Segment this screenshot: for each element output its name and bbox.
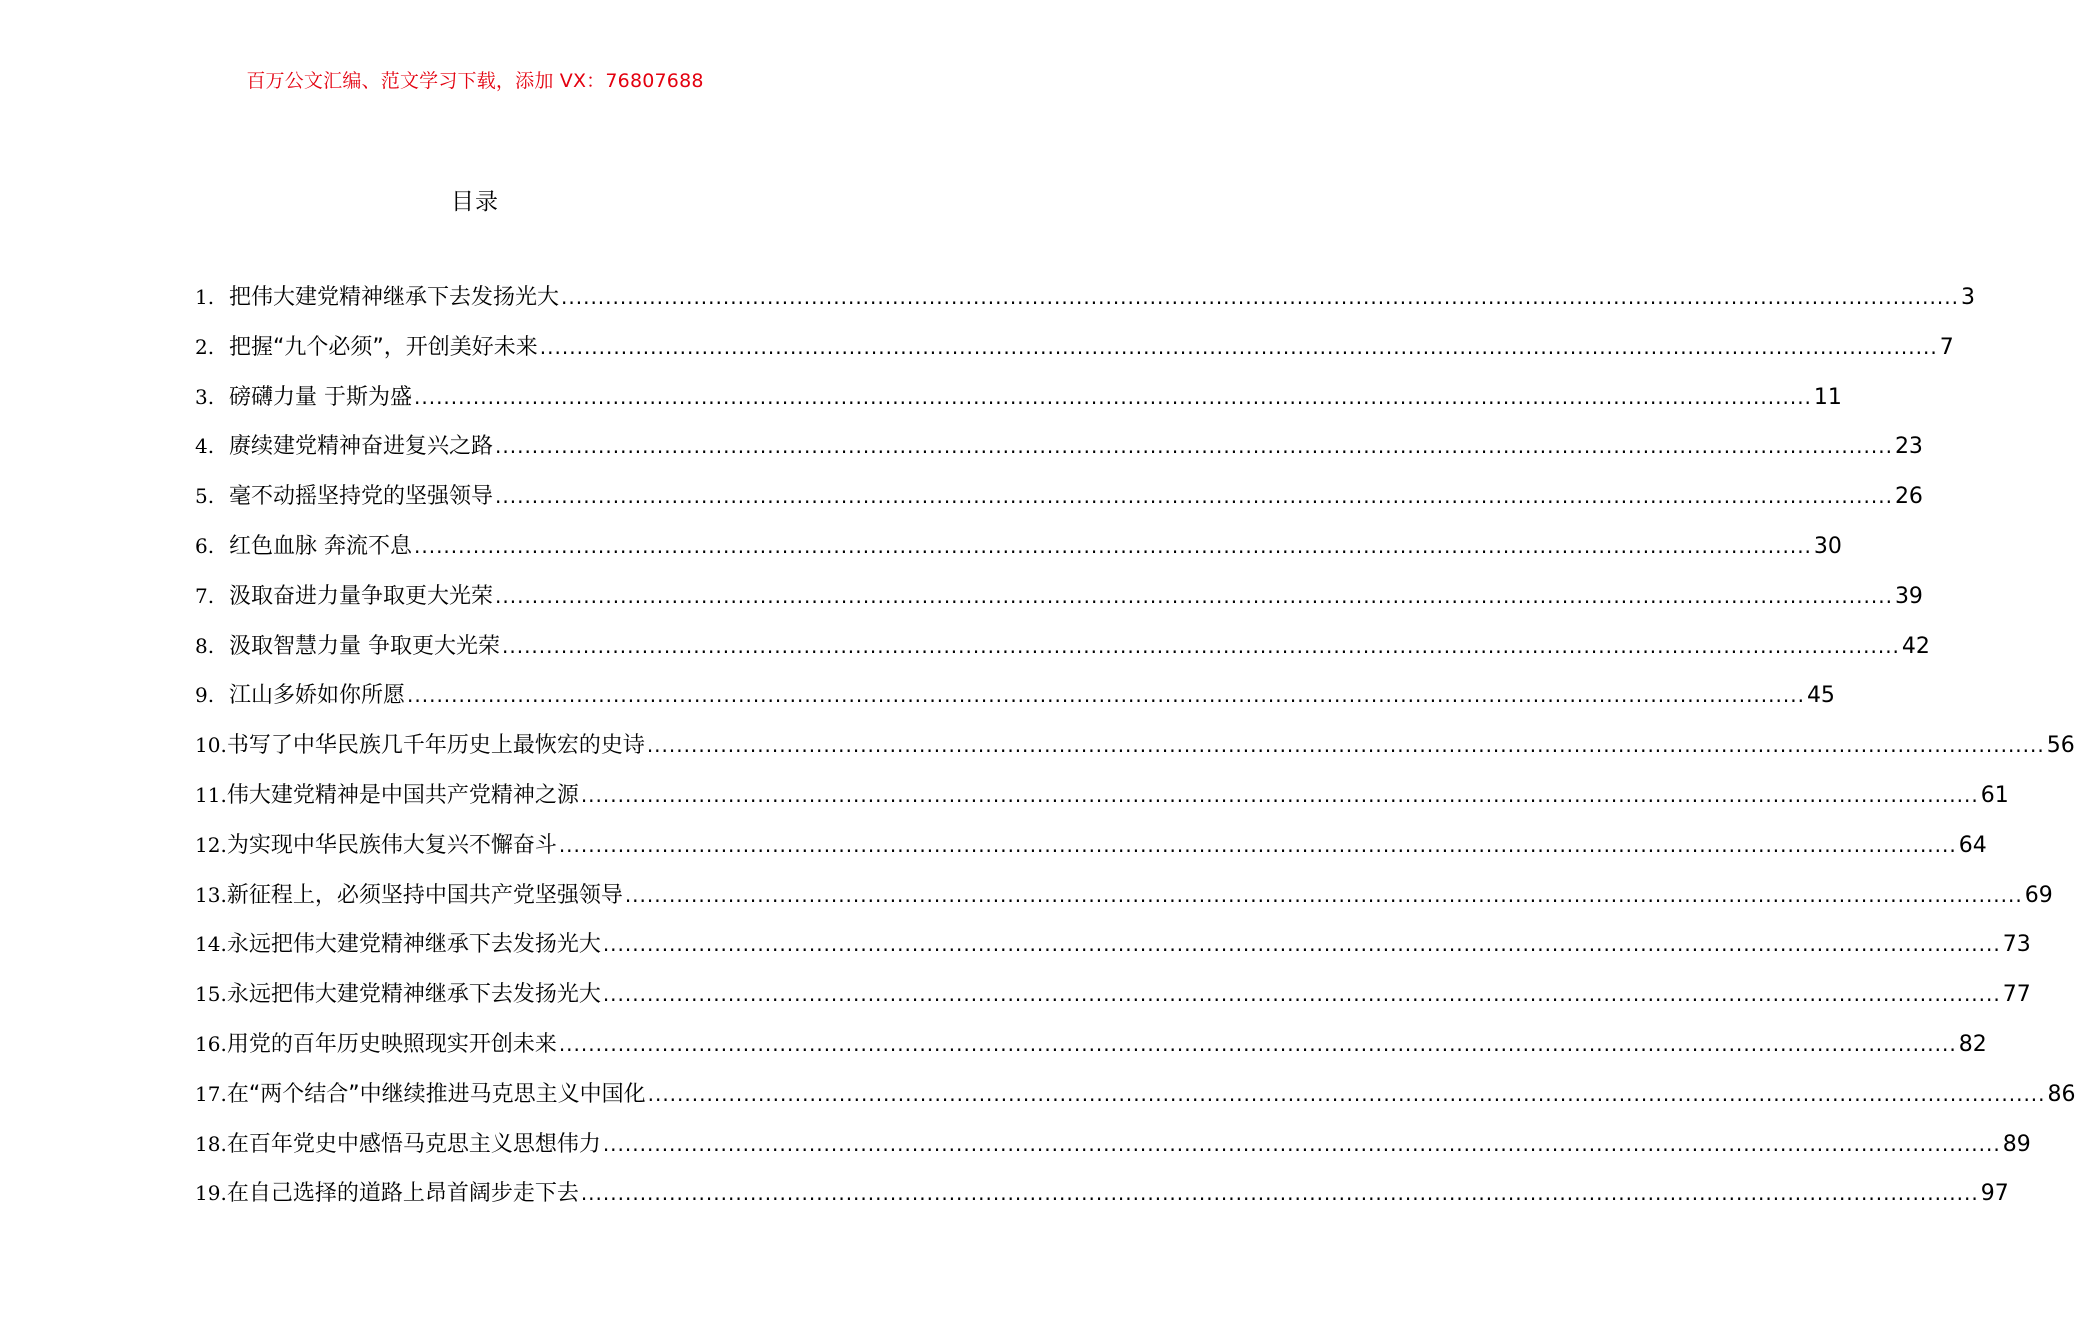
toc-entry-page: 61 xyxy=(1980,782,2009,808)
toc-entry-title: 在“两个结合”中继续推进马克思主义中国化 xyxy=(226,1081,646,1107)
toc-entry-number: 9. xyxy=(195,683,215,708)
toc-entry-title: 书写了中华民族几千年历史上最恢宏的史诗 xyxy=(226,733,645,759)
toc-entry-page: 86 xyxy=(2047,1081,2076,1107)
toc-dot-leader xyxy=(559,1032,1957,1056)
toc-entry-page: 30 xyxy=(1813,533,1842,559)
toc-dot-leader xyxy=(625,883,2023,907)
toc-dot-leader xyxy=(603,932,2001,956)
toc-entry[interactable] xyxy=(195,1077,2076,1127)
toc-entry-number: 11. xyxy=(195,782,227,807)
toc-entry-page: 11 xyxy=(1813,384,1842,410)
toc-dot-leader xyxy=(581,783,1979,807)
toc-entry-page: 77 xyxy=(2002,982,2031,1008)
toc-dot-leader xyxy=(495,584,1893,608)
toc-dot-leader xyxy=(414,534,1812,558)
toc-entry-title: 毫不动摇坚持党的坚强领导 xyxy=(229,484,494,510)
toc-entry-number: 4. xyxy=(195,434,215,459)
toc-dot-leader xyxy=(559,833,1957,857)
toc-dot-leader xyxy=(581,1181,1979,1205)
toc-entry-title: 把握“九个必须”，开创美好未来 xyxy=(229,334,538,360)
toc-entry-page: 45 xyxy=(1806,683,1835,709)
table-of-contents xyxy=(195,280,2076,1226)
toc-entry-number: 10. xyxy=(195,733,227,758)
toc-dot-leader xyxy=(502,634,1900,658)
toc-entry[interactable] xyxy=(195,529,1842,579)
toc-entry[interactable] xyxy=(195,1176,2009,1226)
toc-dot-leader xyxy=(407,683,1805,707)
toc-dot-leader xyxy=(561,285,1959,309)
toc-dot-leader xyxy=(495,434,1893,458)
toc-entry-number: 19. xyxy=(195,1181,227,1206)
toc-dot-leader xyxy=(414,385,1812,409)
toc-entry-page: 97 xyxy=(1980,1181,2009,1207)
watermark-banner: 百万公文汇编、范文学习下载，添加 VX：76807688 xyxy=(246,70,704,92)
toc-entry-number: 8. xyxy=(195,633,215,658)
toc-entry-number: 12. xyxy=(195,832,227,857)
toc-entry-title: 江山多娇如你所愿 xyxy=(229,683,406,709)
toc-entry-title: 新征程上，必须坚持中国共产党坚强领导 xyxy=(226,882,623,908)
toc-dot-leader xyxy=(540,335,1938,359)
toc-entry-title: 红色血脉 奔流不息 xyxy=(229,533,412,559)
toc-entry[interactable] xyxy=(195,429,1923,479)
toc-dot-leader xyxy=(603,982,2001,1006)
toc-dot-leader xyxy=(603,1132,2001,1156)
toc-entry-number: 18. xyxy=(195,1131,227,1156)
toc-dot-leader xyxy=(647,733,2045,757)
toc-entry[interactable] xyxy=(195,878,2053,928)
toc-entry-title: 用党的百年历史映照现实开创未来 xyxy=(226,1031,557,1057)
toc-entry-title: 把伟大建党精神继承下去发扬光大 xyxy=(229,285,560,310)
toc-entry-page: 23 xyxy=(1894,434,1923,460)
toc-entry-title: 赓续建党精神奋进复兴之路 xyxy=(229,434,494,460)
toc-entry[interactable] xyxy=(195,1127,2031,1177)
toc-entry-page: 39 xyxy=(1894,583,1923,609)
toc-entry[interactable] xyxy=(195,828,1987,878)
toc-entry-title: 在百年党史中感悟马克思主义思想伟力 xyxy=(226,1131,601,1157)
toc-entry[interactable] xyxy=(195,778,2009,828)
toc-entry[interactable] xyxy=(195,629,1930,679)
toc-entry[interactable] xyxy=(195,977,2031,1027)
toc-entry-page: 7 xyxy=(1939,334,1954,360)
toc-entry-number: 15. xyxy=(195,982,227,1007)
toc-entry-page: 26 xyxy=(1894,484,1923,510)
toc-entry-number: 2. xyxy=(195,334,215,359)
toc-entry-page: 82 xyxy=(1958,1031,1987,1057)
toc-dot-leader xyxy=(648,1082,2046,1106)
toc-dot-leader xyxy=(495,484,1893,508)
toc-entry-page: 42 xyxy=(1901,633,1930,659)
toc-entry-number: 6. xyxy=(195,533,215,558)
toc-entry-title: 伟大建党精神是中国共产党精神之源 xyxy=(226,782,579,808)
toc-entry[interactable] xyxy=(195,330,1954,380)
toc-entry-page: 69 xyxy=(2024,882,2053,908)
toc-entry[interactable] xyxy=(195,678,1835,728)
toc-entry-number: 14. xyxy=(195,932,227,957)
toc-entry[interactable] xyxy=(195,1027,1987,1077)
toc-entry-number: 13. xyxy=(195,882,227,907)
toc-entry-title: 在自己选择的道路上昂首阔步走下去 xyxy=(226,1181,579,1207)
toc-entry-page: 3 xyxy=(1960,285,1975,310)
toc-entry-title: 永远把伟大建党精神继承下去发扬光大 xyxy=(226,932,601,958)
toc-entry[interactable] xyxy=(195,280,1975,330)
toc-entry-title: 汲取奋进力量争取更大光荣 xyxy=(229,583,494,609)
toc-entry[interactable] xyxy=(195,927,2031,977)
toc-entry-number: 7. xyxy=(195,583,215,608)
toc-entry-number: 1. xyxy=(195,285,215,309)
toc-entry-number: 16. xyxy=(195,1031,227,1056)
toc-entry-title: 磅礴力量 于斯为盛 xyxy=(229,384,412,410)
toc-entry-page: 73 xyxy=(2002,932,2031,958)
toc-entry[interactable] xyxy=(195,728,2075,778)
toc-entry-number: 3. xyxy=(195,384,215,409)
toc-entry[interactable] xyxy=(195,380,1842,430)
toc-entry[interactable] xyxy=(195,579,1923,629)
toc-entry-title: 永远把伟大建党精神继承下去发扬光大 xyxy=(226,982,601,1008)
toc-entry-page: 64 xyxy=(1958,832,1987,858)
toc-entry-title: 为实现中华民族伟大复兴不懈奋斗 xyxy=(226,832,557,858)
toc-entry-page: 89 xyxy=(2002,1131,2031,1157)
toc-entry-page: 56 xyxy=(2046,733,2075,759)
toc-title: 目录 xyxy=(451,189,499,215)
toc-entry-number: 5. xyxy=(195,484,215,509)
toc-entry-title: 汲取智慧力量 争取更大光荣 xyxy=(229,633,500,659)
toc-entry-number: 17. xyxy=(195,1081,227,1106)
toc-entry[interactable] xyxy=(195,479,1923,529)
